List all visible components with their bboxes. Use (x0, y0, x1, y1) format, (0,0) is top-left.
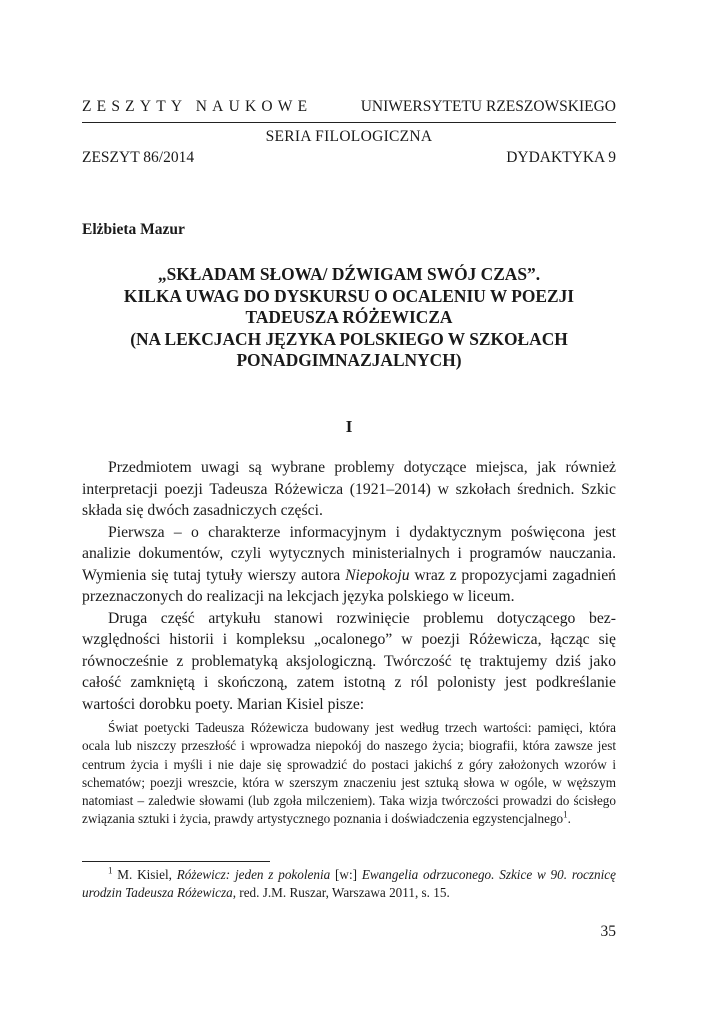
footnote-rule (82, 861, 270, 862)
quote-paragraph: Świat poetycki Tadeusza Różewicza budowany jest według trzech wartości: pamięci, która ocala lub niszczy przeszłość i wprowadza niepokój do naszego życia; biografii, która zawsze jest centrum życia i myśli i nie daje się sprowadzić do postaci jakichś z góry założonych wzorów i schematów; poezji wreszcie, która w szerszym znaczeniu jest sztuką słowa w ogóle, w węższym natomiast – zaledwie słowami (lub zgoła milczeniem). Taka wizja twórczości prowadzi do ścisłego związania sztuki i życia, prawdy artystycznego poznania i doświadczenia egzystencjalnego$^1$. (82, 720, 616, 827)
footnote-number: 1 (108, 865, 113, 876)
footnote-text-a: M. Kisiel, (112, 867, 177, 882)
section-name: DYDAKTYKA 9 (506, 149, 616, 166)
body-text (82, 457, 616, 715)
footnote (82, 866, 616, 903)
article-title (82, 264, 616, 372)
block-quote (82, 719, 616, 829)
title-line: (NA LEKCJACH JĘZYKA POLSKIEGO W SZKOŁACH (130, 328, 568, 349)
poetry-collection-title: Niepokoju (345, 566, 410, 584)
issue-number: ZESZYT 86/2014 (82, 149, 195, 166)
journal-name-spaced: ZESZYTY NAUKOWE (82, 98, 313, 115)
journal-name (82, 98, 616, 116)
issue-row (82, 149, 616, 167)
title-line: „SKŁADAM SŁOWA/ DŹWIGAM SWÓJ CZAS”. (157, 264, 541, 284)
title-line: KILKA UWAG DO DYSKURSU O OCALENIU W POEZJI (123, 285, 575, 306)
title-line: TADEUSZA RÓŻEWICZA (245, 307, 453, 327)
paragraph-3: Druga część artykułu stanowi rozwinięcie problemu dotyczącego bezwzględności historii i kompleksu „ocalonego” w poezji Różewicza, łącząc się równocześnie z problematyką aksjologiczną. Twórczość tę traktujemy dziś jako całość zamkniętą i skończoną, zatem istotną z ról polonisty jest podkreślanie wartości dorobku poety. Marian Kisiel pisze: (82, 609, 616, 713)
author-name: Elżbieta Mazur (82, 221, 185, 238)
page-number: 35 (600, 923, 616, 940)
footnote-book-title: Ewangelia odrzuconego. Szkice w 90. rocznicę urodzin Tadeusza Różewicza (82, 867, 617, 901)
footnote-text-c: , red. J.M. Ruszar, Warszawa 2011, s. 15. (232, 885, 450, 901)
paragraph-2-text-a: Pierwsza – o charakterze informacyjnym i dydaktycznym poświęcona jest analizie dokumentów, czyli wytycznych ministerialnych i programów nauczania. Wymienia się tutaj tytuły wierszy autora (82, 523, 616, 584)
footnote-reference[interactable]: 1 (563, 810, 568, 821)
section-heading: I (345, 417, 353, 436)
paragraph-2 (82, 522, 616, 608)
journal-name-rest: UNIWERSYTETU RZESZOWSKIEGO (360, 98, 616, 115)
paragraph-1: Przedmiotem uwagi są wybrane problemy dotyczące miejsca, jak również interpretacji poezji Tadeusza Różewicza (1921–2014) w szkołach średnich. Szkic składa się dwóch zasadniczych części. (82, 459, 616, 519)
title-line: PONADGIMNAZJALNYCH) (236, 350, 462, 370)
header-rule (82, 122, 616, 123)
paragraph-2-text-b: wraz z propozycjami zagadnień przeznaczonych do realizacji na lekcjach języka polskiego w liceum. (82, 566, 616, 605)
footnote-cited-title: Różewicz: jeden z pokolenia (176, 867, 331, 882)
quote-text: Świat poetycki Tadeusza Różewicza budowany jest według trzech wartości: pamięci, która ocala lub niszczy przeszłość i wprowadza niepokój do naszego życia; biografii, która zawsze jest centrum życia i myśli i nie daje się sprowadzić do postaci jakichś z góry założonych wzorów i schematów; poezji wreszcie, która w szerszym znaczeniu jest sztuką słowa w ogóle, w węższym natomiast – zaledwie słowami (lub zgoła milczeniem). Taka wizja twórczości prowadzi do ścisłego związania sztuki i życia, prawdy artystycznego poznania i doświadczenia egzystencjalnego (82, 720, 616, 827)
journal-page (82, 0, 616, 1024)
series-name: SERIA FILOLOGICZNA (265, 128, 433, 145)
footnote-paragraph (82, 866, 616, 903)
footnote-text-b: [w:] (330, 867, 362, 882)
